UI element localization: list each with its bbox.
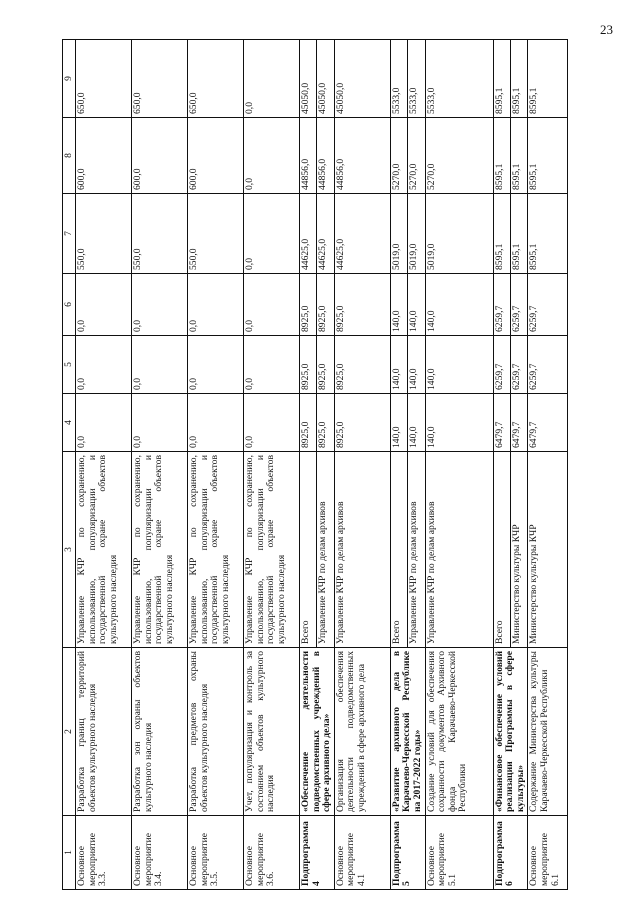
value-cell: 6259,7: [528, 336, 568, 394]
value-cell: 8595,1: [493, 40, 510, 118]
value-cell: 0,0: [188, 336, 244, 394]
subprogram-total-row: [300, 40, 317, 890]
value-cell: 8925,0: [300, 336, 317, 394]
row-name: Разработка зон охраны объектов культурного наследия: [132, 648, 188, 816]
table-row: [188, 40, 244, 890]
value-cell: 6259,7: [510, 274, 527, 336]
value-cell: 5019,0: [425, 194, 493, 274]
value-cell: 0,0: [244, 336, 300, 394]
subprogram-total-row: [390, 40, 407, 890]
table-row: [425, 40, 493, 890]
value-cell: 140,0: [408, 394, 425, 452]
col-header: 6: [63, 274, 76, 336]
row-code: Основное мероприятие 6.1: [528, 816, 568, 890]
subprogram-code: Подпрограмма 4: [300, 816, 335, 890]
row-executor: Управление КЧР по сохранению, использованию, популяризации и государственной охране объектов культурного наследия: [76, 452, 132, 648]
row-code: Основное мероприятие 3.4.: [132, 816, 188, 890]
value-cell: 600,0: [188, 118, 244, 194]
value-cell: 44625,0: [317, 194, 334, 274]
row-name: Разработка границ территорий объектов культурного наследия: [76, 648, 132, 816]
value-cell: 0,0: [76, 394, 132, 452]
table-row: [528, 40, 568, 890]
page-number: 23: [600, 22, 613, 37]
subprogram-name: «Развитие архивного дела в Карачаево-Черкесской Республике на 2017-2022 годы»: [390, 648, 425, 816]
value-cell: 8925,0: [317, 274, 334, 336]
value-cell: 8925,0: [300, 274, 317, 336]
value-cell: 8925,0: [300, 394, 317, 452]
row-executor: Управление КЧР по сохранению, использованию, популяризации и государственной охране объектов культурного наследия: [244, 452, 300, 648]
value-cell: 0,0: [132, 336, 188, 394]
value-cell: 6479,7: [510, 394, 527, 452]
value-cell: 45050,0: [334, 40, 390, 118]
value-cell: 8595,1: [528, 194, 568, 274]
value-cell: 45050,0: [317, 40, 334, 118]
value-cell: 140,0: [425, 274, 493, 336]
value-cell: 5270,0: [408, 118, 425, 194]
value-cell: 44856,0: [300, 118, 317, 194]
row-executor: Управление КЧР по делам архивов: [317, 452, 334, 648]
value-cell: 5533,0: [408, 40, 425, 118]
value-cell: 6479,7: [528, 394, 568, 452]
value-cell: 5270,0: [425, 118, 493, 194]
value-cell: 6259,7: [528, 274, 568, 336]
value-cell: 650,0: [132, 40, 188, 118]
value-cell: 6259,7: [493, 336, 510, 394]
col-header: 3: [63, 452, 76, 648]
header-row: [63, 40, 76, 890]
col-header: 8: [63, 118, 76, 194]
value-cell: 8595,1: [493, 118, 510, 194]
value-cell: 140,0: [408, 274, 425, 336]
row-name: Организация обеспечения деятельности подведомственных учреждений в сфере архивного дела: [334, 648, 390, 816]
value-cell: 8595,1: [493, 194, 510, 274]
col-header: 2: [63, 648, 76, 816]
value-cell: 8595,1: [510, 118, 527, 194]
value-cell: 8595,1: [528, 118, 568, 194]
row-name: Разработка предметов охраны объектов культурного наследия: [188, 648, 244, 816]
value-cell: 8595,1: [510, 40, 527, 118]
value-cell: 0,0: [188, 394, 244, 452]
row-executor: Управление КЧР по сохранению, использованию, популяризации и государственной охране объектов культурного наследия: [132, 452, 188, 648]
value-cell: 6479,7: [493, 394, 510, 452]
value-cell: 8595,1: [528, 40, 568, 118]
row-code: Основное мероприятие 3.6.: [244, 816, 300, 890]
value-cell: 550,0: [132, 194, 188, 274]
value-cell: 0,0: [132, 274, 188, 336]
value-cell: 140,0: [425, 394, 493, 452]
col-header: 1: [63, 816, 76, 890]
value-cell: 45050,0: [300, 40, 317, 118]
value-cell: 5533,0: [425, 40, 493, 118]
subprogram-name: «Обеспечение деятельности подведомственных учреждений в сфере архивного дела»: [300, 648, 335, 816]
value-cell: 600,0: [76, 118, 132, 194]
subprogram-code: Подпрограмма 6: [493, 816, 528, 890]
row-code: Основное мероприятие 3.5.: [188, 816, 244, 890]
col-header: 5: [63, 336, 76, 394]
value-cell: 44625,0: [300, 194, 317, 274]
row-executor: Всего: [300, 452, 317, 648]
table-row: [244, 40, 300, 890]
subprogram-total-row: [493, 40, 510, 890]
row-executor: Управление КЧР по делам архивов: [425, 452, 493, 648]
value-cell: 650,0: [76, 40, 132, 118]
row-executor: Управление КЧР по делам архивов: [408, 452, 425, 648]
row-name: Содержание Министерства культуры Карачаево-Черкесской Республики: [528, 648, 568, 816]
row-executor: Министерство культуры КЧР: [510, 452, 527, 648]
value-cell: 44625,0: [334, 194, 390, 274]
value-cell: 140,0: [390, 394, 407, 452]
table-row: [76, 40, 132, 890]
row-code: Основное мероприятие 5.1: [425, 816, 493, 890]
subprogram-code: Подпрограмма 5: [390, 816, 425, 890]
value-cell: 140,0: [390, 336, 407, 394]
program-funding-table: [62, 39, 568, 890]
row-code: Основное мероприятие 3.3.: [76, 816, 132, 890]
row-executor: Управление КЧР по делам архивов: [334, 452, 390, 648]
value-cell: 5270,0: [390, 118, 407, 194]
value-cell: 0,0: [76, 274, 132, 336]
value-cell: 8595,1: [510, 194, 527, 274]
table-row: [132, 40, 188, 890]
row-name: Учет, популяризация и контроль за состоянием объектов культурного наследия: [244, 648, 300, 816]
rotated-page: [62, 40, 612, 890]
value-cell: 6259,7: [493, 274, 510, 336]
value-cell: 6259,7: [510, 336, 527, 394]
value-cell: 5019,0: [408, 194, 425, 274]
row-executor: Министерство культуры КЧР: [528, 452, 568, 648]
table-row: [334, 40, 390, 890]
value-cell: 44856,0: [334, 118, 390, 194]
value-cell: 0,0: [244, 40, 300, 118]
value-cell: 5533,0: [390, 40, 407, 118]
value-cell: 8925,0: [334, 394, 390, 452]
value-cell: 8925,0: [317, 336, 334, 394]
value-cell: 650,0: [188, 40, 244, 118]
value-cell: 550,0: [76, 194, 132, 274]
row-name: Создание условий для обеспечения сохранности документов Архивного фонда Карачаево-Черкесской Республики: [425, 648, 493, 816]
value-cell: 5019,0: [390, 194, 407, 274]
value-cell: 0,0: [244, 194, 300, 274]
value-cell: 600,0: [132, 118, 188, 194]
value-cell: 0,0: [244, 394, 300, 452]
value-cell: 140,0: [390, 274, 407, 336]
row-executor: Управление КЧР по сохранению, использованию, популяризации и государственной охране объектов культурного наследия: [188, 452, 244, 648]
row-executor: Всего: [390, 452, 407, 648]
col-header: 9: [63, 40, 76, 118]
value-cell: 0,0: [244, 274, 300, 336]
col-header: 7: [63, 194, 76, 274]
value-cell: 0,0: [244, 118, 300, 194]
value-cell: 0,0: [132, 394, 188, 452]
value-cell: 0,0: [76, 336, 132, 394]
value-cell: 8925,0: [334, 336, 390, 394]
value-cell: 8925,0: [317, 394, 334, 452]
value-cell: 550,0: [188, 194, 244, 274]
value-cell: 44856,0: [317, 118, 334, 194]
col-header: 4: [63, 394, 76, 452]
row-executor: Всего: [493, 452, 510, 648]
value-cell: 8925,0: [334, 274, 390, 336]
value-cell: 0,0: [188, 274, 244, 336]
subprogram-name: «Финансовое обеспечение условий реализации Программы в сфере культуры»: [493, 648, 528, 816]
value-cell: 140,0: [425, 336, 493, 394]
value-cell: 140,0: [408, 336, 425, 394]
row-code: Основное мероприятие 4.1: [334, 816, 390, 890]
